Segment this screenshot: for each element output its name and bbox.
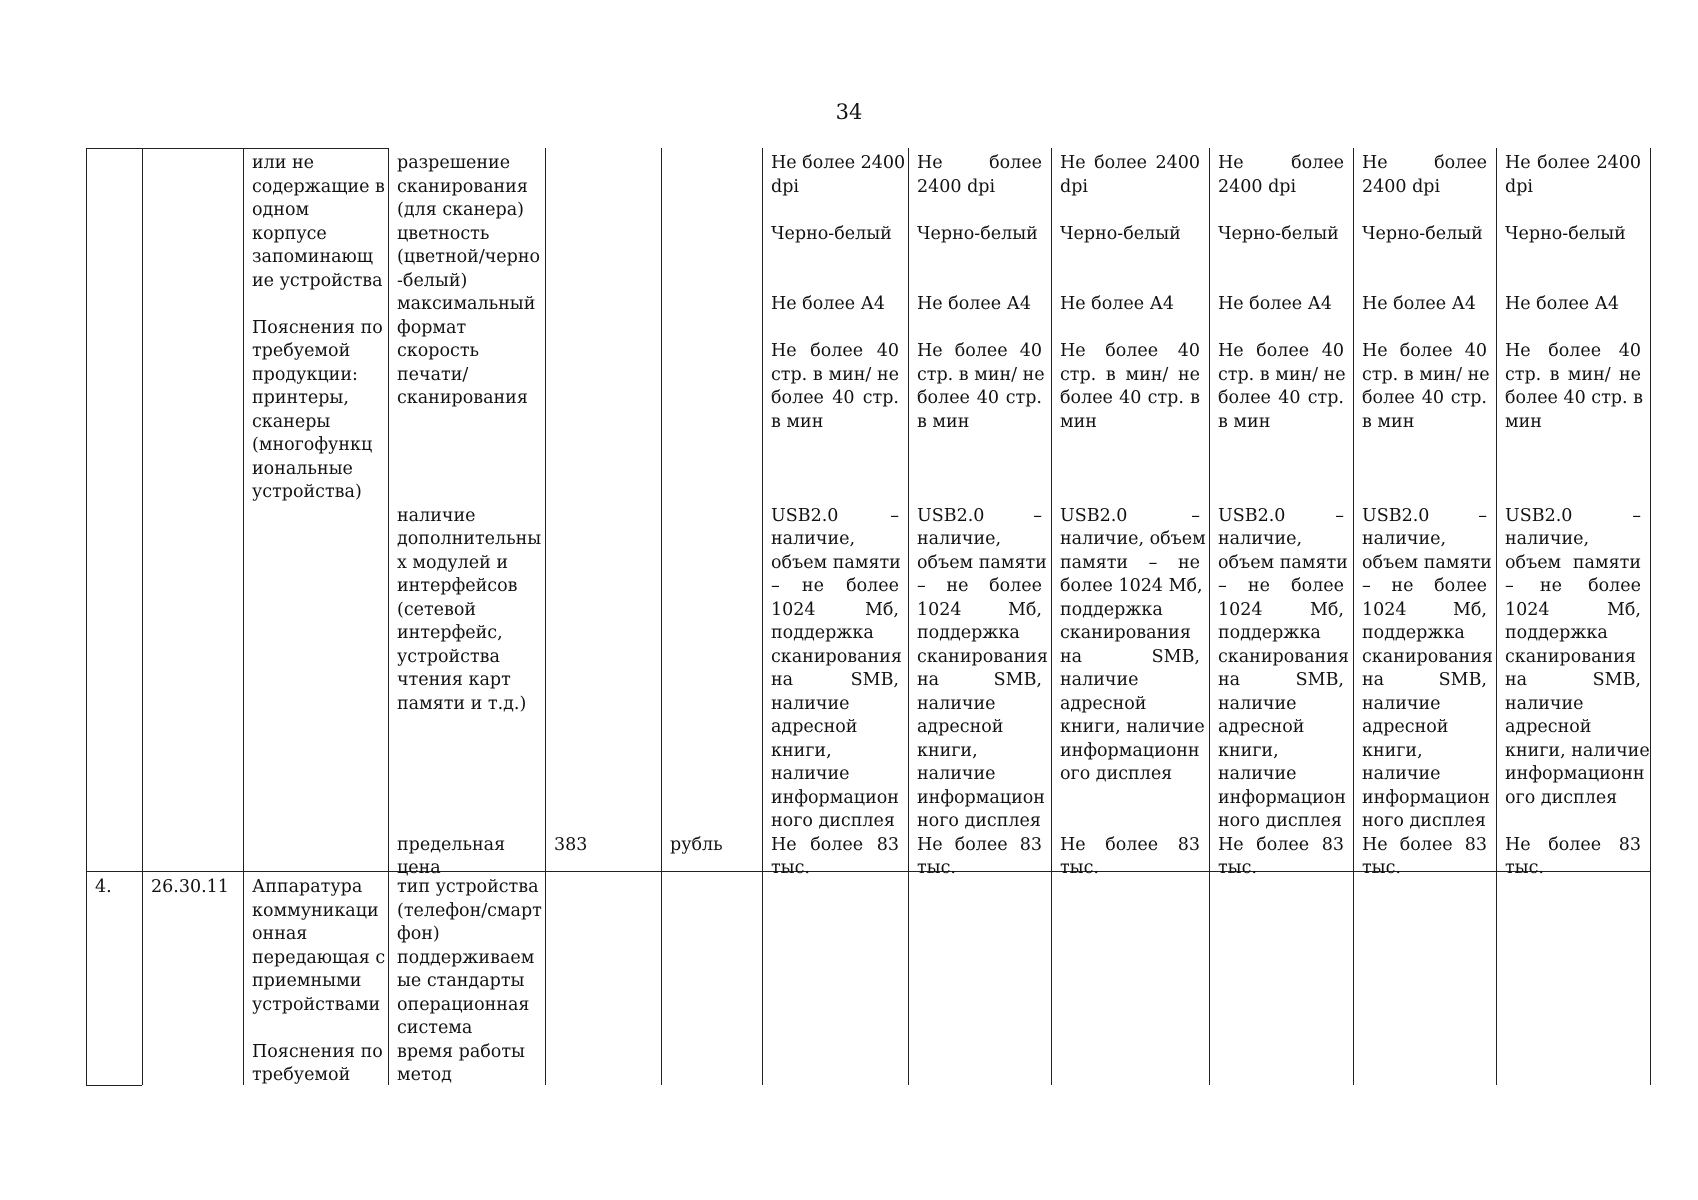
characteristic-label: разрешение сканирования (для сканера) (397, 153, 528, 220)
table-border-horizontal (86, 1085, 142, 1086)
value-cell-modules: USB2.0 – наличие, объем памяти – не более 1024 Мб, поддержка сканирования на SMB, наличие адресной книги, наличие информационн ого дисплея (1060, 505, 1206, 784)
table-border-vertical (545, 148, 546, 1085)
value-cell-price: Не более 83 тыс. (1218, 834, 1344, 878)
value-cell-color: Черно-белый (1218, 223, 1339, 244)
value-cell-format: Не более А4 (917, 294, 1032, 314)
page-number: 34 (835, 100, 863, 124)
value-cell-resolution: Не более 2400 dpi (1505, 153, 1641, 197)
value-cell-color: Черно-белый (917, 223, 1038, 244)
okei-code-cell: 383 (554, 834, 588, 855)
value-cell-color: Черно-белый (771, 223, 892, 244)
value-cell-format: Не более А4 (1362, 294, 1477, 314)
characteristic-label: тип устройства (телефон/смарт фон) поддерживаем ые стандарты операционная система время работы метод (397, 877, 542, 1085)
value-cell-modules: USB2.0 – наличие, объем памяти – не более 1024 Мб, поддержка сканирования на SMB, наличие адресной книги, наличие информацион ного дисплея (1362, 505, 1493, 831)
value-cell-price: Не более 83 тыс. (1505, 834, 1641, 878)
table-border-vertical (661, 148, 662, 1085)
value-cell-price: Не более 83 тыс. (917, 834, 1042, 878)
table-border-vertical (1051, 148, 1052, 1085)
table-border-vertical (1353, 148, 1354, 1085)
characteristic-label: наличие дополнительны х модулей и интерфейсов (сетевой интерфейс, устройства чтения карт памяти и т.д.) (397, 505, 542, 714)
value-cell-modules: USB2.0 – наличие, объем памяти – не более 1024 Мб, поддержка сканирования на SMB, наличие адресной книги, наличие информационн ого дисплея (1505, 505, 1650, 808)
table-border-vertical (762, 148, 763, 1085)
characteristic-label: предельная цена (397, 834, 506, 878)
table-border-vertical (908, 148, 909, 1085)
table-border-vertical (243, 148, 244, 1085)
value-cell-resolution: Не более 2400 dpi (1362, 153, 1487, 197)
value-cell-modules: USB2.0 – наличие, объем памяти – не более 1024 Мб, поддержка сканирования на SMB, наличие адресной книги, наличие информацион ного дисплея (917, 505, 1048, 831)
table-border-vertical (142, 148, 143, 871)
row-number-cell: 4. (95, 877, 112, 897)
value-cell-format: Не более А4 (1218, 294, 1333, 314)
value-cell-format: Не более А4 (771, 294, 886, 314)
value-cell-resolution: Не более 2400 dpi (917, 153, 1042, 197)
value-cell-color: Черно-белый (1060, 223, 1181, 244)
value-cell-speed: Не более 40 стр. в мин/ не более 40 стр. в мин (1218, 341, 1346, 432)
value-cell-modules: USB2.0 – наличие, объем памяти – не более 1024 Мб, поддержка сканирования на SMB, наличие адресной книги, наличие информацион ного дисплея (1218, 505, 1349, 831)
table-border-vertical (388, 148, 389, 1085)
value-cell-resolution: Не более 2400 dpi (771, 153, 906, 197)
value-cell-format: Не более А4 (1505, 294, 1620, 314)
value-cell-speed: Не более 40 стр. в мин/ не более 40 стр. в мин (917, 341, 1045, 432)
value-cell-price: Не более 83 тыс. (1060, 834, 1200, 878)
value-cell-price: Не более 83 тыс. (771, 834, 899, 878)
characteristic-label: цветность (цветной/черно -белый) (397, 223, 541, 291)
value-cell-resolution: Не более 2400 dpi (1060, 153, 1200, 197)
value-cell-price: Не более 83 тыс. (1362, 834, 1487, 878)
table-border-vertical (1496, 148, 1497, 1085)
table-border-horizontal (86, 148, 388, 149)
value-cell-modules: USB2.0 – наличие, объем памяти – не более 1024 Мб, поддержка сканирования на SMB, наличие адресной книги, наличие информацион ного дисплея (771, 505, 902, 831)
characteristic-label: скорость печати/ сканирования (397, 341, 528, 408)
value-cell-color: Черно-белый (1362, 223, 1483, 244)
characteristic-label: максимальный формат (397, 294, 536, 338)
product-name-cell: Аппаратура коммуникаци онная передающая с приемными устройствами Пояснения по требуемой (252, 877, 386, 1085)
table-border-vertical (142, 871, 143, 1085)
table-border-vertical (86, 148, 87, 871)
value-cell-resolution: Не более 2400 dpi (1218, 153, 1344, 197)
unit-cell: рубль (670, 834, 723, 855)
table-border-vertical (1650, 148, 1651, 1085)
value-cell-speed: Не более 40 стр. в мин/ не более 40 стр. в мин (1060, 341, 1200, 432)
value-cell-color: Черно-белый (1505, 223, 1626, 244)
table-border-vertical (1209, 148, 1210, 1085)
product-name-cell: или не содержащие в одном корпусе запоминающ ие устройства Пояснения по требуемой продукции: принтеры, сканеры (многофункц иональные устройства) (252, 153, 385, 502)
value-cell-speed: Не более 40 стр. в мин/ не более 40 стр. в мин (771, 341, 899, 432)
table-border-vertical (86, 871, 87, 1085)
value-cell-speed: Не более 40 стр. в мин/ не более 40 стр. в мин (1505, 341, 1643, 432)
value-cell-speed: Не более 40 стр. в мин/ не более 40 стр. в мин (1362, 341, 1490, 432)
value-cell-format: Не более А4 (1060, 294, 1175, 314)
okpd2-code-cell: 26.30.11 (151, 877, 229, 897)
